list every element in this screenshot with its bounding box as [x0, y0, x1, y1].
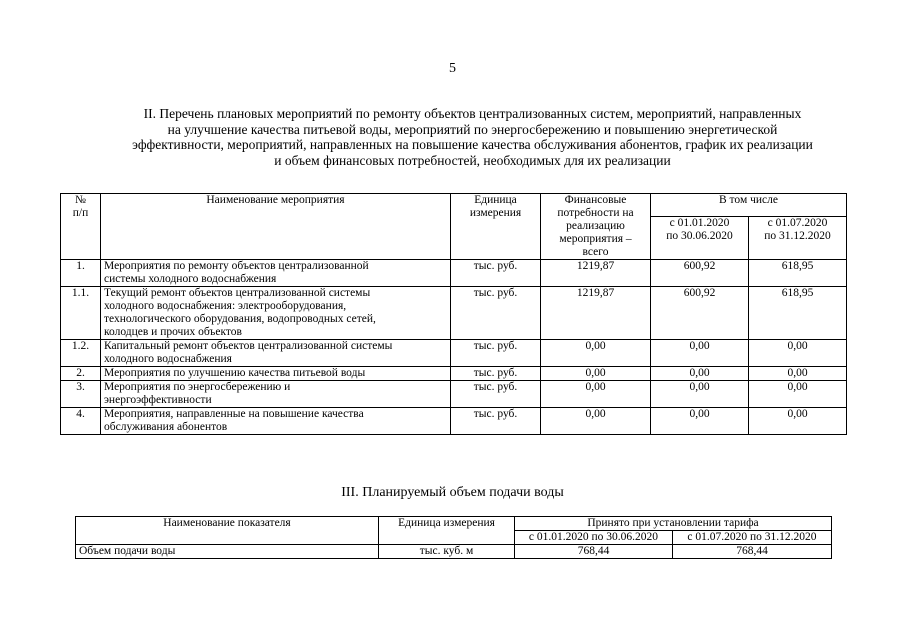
header-num: № п/п [61, 194, 101, 260]
row-unit: тыс. руб. [451, 367, 541, 381]
measures-header-row [61, 194, 847, 217]
row-unit: тыс. руб. [451, 287, 541, 340]
row-period-2: 768,44 [673, 545, 832, 559]
header-accepted: Принято при установлении тарифа [515, 517, 832, 531]
row-period-1: 600,92 [651, 260, 749, 287]
table-row [61, 381, 847, 408]
row-period-1: 0,00 [651, 408, 749, 435]
row-total: 0,00 [541, 408, 651, 435]
table-row [61, 287, 847, 340]
row-period-2: 0,00 [749, 381, 847, 408]
header-period-2: с 01.07.2020 по 31.12.2020 [673, 531, 832, 545]
row-total: 0,00 [541, 340, 651, 367]
header-including: В том числе [651, 194, 847, 217]
header-period-1: с 01.01.2020 по 30.06.2020 [515, 531, 673, 545]
row-total: 0,00 [541, 381, 651, 408]
water-volume-table [75, 516, 832, 559]
header-measure-name: Наименование мероприятия [101, 194, 451, 260]
row-unit: тыс. руб. [451, 340, 541, 367]
row-measure-name: Капитальный ремонт объектов централизованной системы холодного водоснабжения [101, 340, 451, 367]
row-num: 1. [61, 260, 101, 287]
row-unit: тыс. куб. м [379, 545, 515, 559]
row-total: 1219,87 [541, 287, 651, 340]
row-indicator: Объем подачи воды [76, 545, 379, 559]
row-total: 1219,87 [541, 260, 651, 287]
row-num: 2. [61, 367, 101, 381]
row-measure-name: Мероприятия, направленные на повышение качества обслуживания абонентов [101, 408, 451, 435]
row-measure-name: Текущий ремонт объектов централизованной системы холодного водоснабжения: электрооборудования, технологического оборудования, водопроводных сетей, колодцев и прочих объектов [101, 287, 451, 340]
row-total: 0,00 [541, 367, 651, 381]
table-row [61, 408, 847, 435]
row-period-2: 618,95 [749, 287, 847, 340]
table-row [61, 260, 847, 287]
row-period-2: 618,95 [749, 260, 847, 287]
row-measure-name: Мероприятия по улучшению качества питьевой воды [101, 367, 451, 381]
section-2-title-line: эффективности, мероприятий, направленных на повышение качества обслуживания абонентов, график их реализации [132, 137, 813, 152]
section-3-title: III. Планируемый объем подачи воды [341, 485, 564, 500]
row-num: 3. [61, 381, 101, 408]
row-period-1: 768,44 [515, 545, 673, 559]
row-num: 1.2. [61, 340, 101, 367]
row-unit: тыс. руб. [451, 260, 541, 287]
header-unit: Единица измерения [379, 517, 515, 545]
header-period-1: с 01.01.2020 по 30.06.2020 [651, 216, 749, 259]
row-period-2: 0,00 [749, 367, 847, 381]
section-2-title [40, 106, 905, 168]
header-indicator: Наименование показателя [76, 517, 379, 545]
row-unit: тыс. руб. [451, 381, 541, 408]
section-2-title-line: на улучшение качества питьевой воды, мероприятий по энергосбережению и повышению энергетической [167, 121, 778, 137]
row-unit: тыс. руб. [451, 408, 541, 435]
row-num: 4. [61, 408, 101, 435]
row-period-1: 600,92 [651, 287, 749, 340]
header-financial-needs: Финансовые потребности на реализацию мероприятия – всего [541, 194, 651, 260]
row-period-2: 0,00 [749, 408, 847, 435]
volume-header-row [76, 517, 832, 531]
row-measure-name: Мероприятия по энергосбережению и энергоэффективности [101, 381, 451, 408]
table-row [61, 367, 847, 381]
table-row [61, 340, 847, 367]
header-period-2: с 01.07.2020 по 31.12.2020 [749, 216, 847, 259]
row-period-1: 0,00 [651, 381, 749, 408]
section-2-title-line: II. Перечень плановых мероприятий по ремонту объектов централизованных систем, мероприятий, направленных [143, 106, 802, 121]
section-2-title-line: и объем финансовых потребностей, необходимых для их реализации [274, 152, 671, 168]
measures-table [60, 193, 847, 435]
page-number: 5 [449, 61, 456, 76]
row-period-1: 0,00 [651, 367, 749, 381]
row-period-2: 0,00 [749, 340, 847, 367]
row-measure-name: Мероприятия по ремонту объектов централизованной системы холодного водоснабжения [101, 260, 451, 287]
header-unit: Единица измерения [451, 194, 541, 260]
row-num: 1.1. [61, 287, 101, 340]
row-period-1: 0,00 [651, 340, 749, 367]
table-row [76, 545, 832, 559]
